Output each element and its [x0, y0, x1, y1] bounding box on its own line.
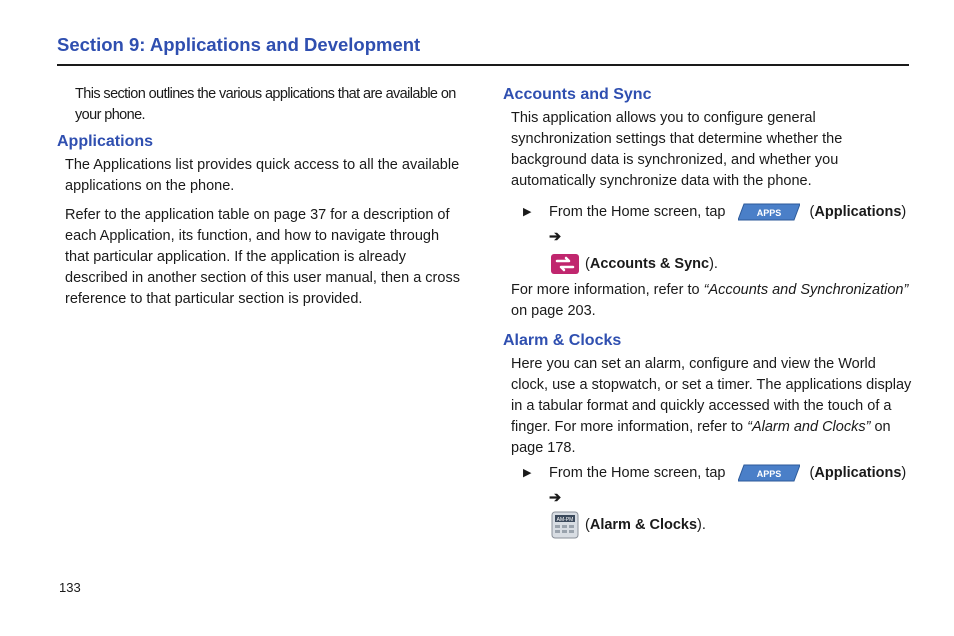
alarm-description: Here you can set an alarm, configure and view the World clock, use a stopwatch, or set a timer. The applications display in a tabular format and quickly accessed with the touch of a finger.	[511, 356, 912, 435]
accounts-sync-label: Accounts & Sync	[589, 255, 710, 272]
applications-paragraph-1: The Applications list provides quick access to all the available applications on the phone.	[65, 157, 460, 194]
alarm-clocks-step: ▶ From the Home screen, tap APPS (Applications) ➔ AM-PM (Alarm & Clocks).	[511, 461, 913, 539]
apps-icon	[738, 463, 800, 483]
arrow-icon: ➔	[549, 229, 562, 245]
bullet-icon: ▶	[523, 467, 532, 479]
applications-label: Applications	[814, 204, 902, 220]
alarm-clocks-paragraph	[511, 354, 913, 459]
alarm-ref-link: “Alarm and Clocks”	[747, 419, 871, 435]
accounts-ref-paragraph	[511, 280, 913, 322]
applications-paragraph-2: Refer to the application table on page 37 for a description of each Application, its function, and how to navigate through that particular application. If the application is already described in another section of this user manual, then a cross reference to that particular section is provided.	[65, 207, 460, 307]
apps-icon-label: APPS	[756, 469, 781, 480]
applications-label: Applications	[814, 465, 902, 481]
page-title: Section 9: Applications and Development	[57, 34, 421, 55]
apps-icon	[738, 202, 800, 222]
arrow-icon: ➔	[549, 490, 562, 506]
title-rule	[57, 64, 909, 66]
accounts-ref-suffix: on page 203.	[511, 303, 596, 319]
step-prefix: From the Home screen, tap	[549, 465, 726, 481]
applications-heading: Applications	[57, 133, 154, 150]
page-number: 133	[59, 580, 81, 595]
accounts-sync-icon	[549, 250, 581, 278]
intro-text: This section outlines the various applications that are available on your phone.	[75, 86, 456, 123]
apps-icon-label: APPS	[756, 208, 781, 219]
left-column	[57, 84, 467, 318]
alarm-clocks-heading: Alarm & Clocks	[503, 332, 622, 349]
right-column	[503, 84, 913, 541]
accounts-ref-prefix: For more information, refer to	[511, 282, 700, 298]
clock-icon-text: AM-PM	[556, 517, 574, 523]
alarm-clock-icon	[549, 511, 581, 539]
alarm-ref-prefix: For more information, refer to	[554, 419, 744, 435]
alarm-clocks-label: Alarm & Clocks	[589, 516, 698, 533]
accounts-ref-link: “Accounts and Synchronization”	[703, 282, 909, 298]
bullet-icon: ▶	[523, 206, 532, 218]
alarm-ref-suffix: on page 178.	[511, 419, 891, 456]
accounts-sync-paragraph: This application allows you to configure general synchronization settings that determine whether the background data is synchronized, and whether you automatically synchronize data with the phone.	[511, 110, 843, 189]
step-prefix: From the Home screen, tap	[549, 204, 726, 220]
accounts-sync-step: ▶ From the Home screen, tap APPS (Applications) ➔ (Accounts & Sync).	[511, 200, 913, 278]
accounts-sync-heading: Accounts and Sync	[503, 86, 652, 103]
